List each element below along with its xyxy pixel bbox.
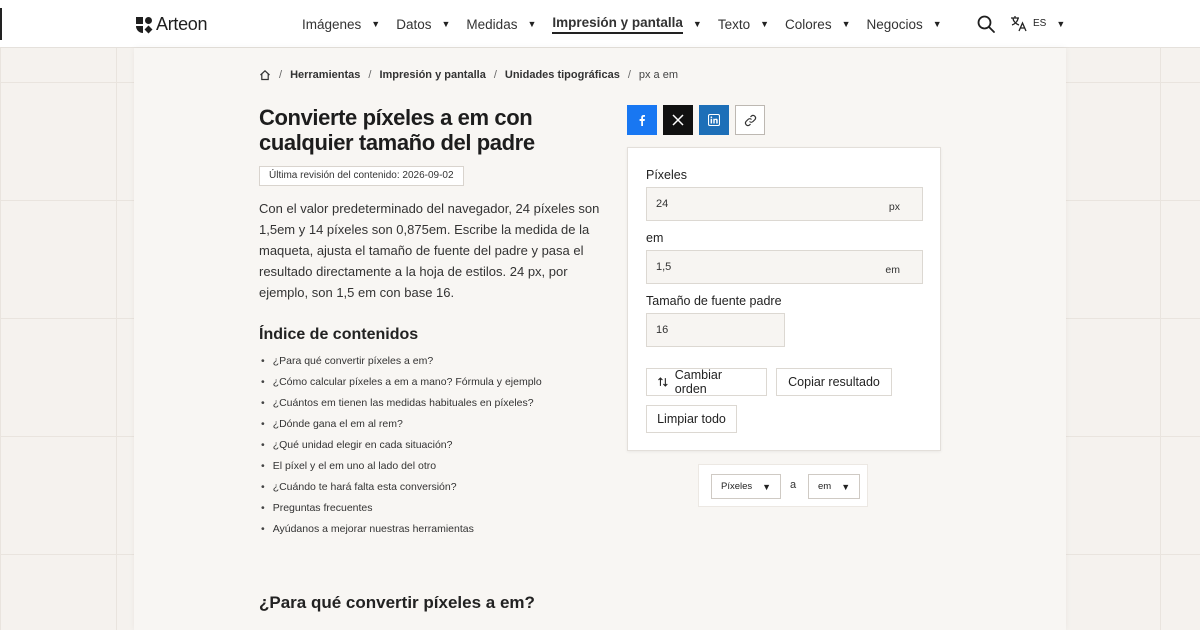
caret-down-icon: ▼: [841, 19, 851, 29]
em-value: 1,5: [656, 261, 672, 273]
nav-item-datos[interactable]: [396, 0, 450, 48]
toc-link[interactable]: • Preguntas frecuentes: [261, 498, 542, 519]
nav-label: Medidas: [466, 16, 518, 32]
nav-label: Impresión y pantalla: [552, 15, 683, 34]
breadcrumb: [259, 69, 678, 81]
caret-down-icon: ▼: [841, 481, 851, 492]
caret-down-icon: ▼: [932, 19, 942, 29]
translate-icon: [1010, 15, 1027, 32]
breadcrumb-impresion-y-pantalla[interactable]: Impresión y pantalla: [379, 69, 486, 81]
x-share-button[interactable]: [663, 105, 693, 135]
revision-badge: Última revisión del contenido: 2026-09-02: [259, 166, 464, 186]
search-icon[interactable]: [976, 14, 996, 34]
toc-link[interactable]: • ¿Cuándo te hará falta esta conversión?: [261, 477, 542, 498]
facebook-icon: [636, 114, 648, 126]
nav-item-colores[interactable]: [785, 0, 850, 48]
toc-link[interactable]: • ¿Para qué convertir píxeles a em?: [261, 351, 542, 372]
breadcrumb-unidades-tipograficas[interactable]: Unidades tipográficas: [504, 69, 620, 81]
table-of-contents: [261, 351, 542, 540]
parent-font-size-value: 16: [656, 324, 669, 336]
share-buttons: [627, 105, 765, 135]
linkedin-icon: [708, 114, 720, 126]
nav-label: Texto: [717, 16, 751, 32]
caret-down-icon: ▼: [441, 19, 451, 29]
swap-order-button[interactable]: [646, 368, 767, 396]
clear-all-label: Limpiar todo: [657, 412, 726, 426]
language-selector[interactable]: [1010, 15, 1065, 32]
brand-logo[interactable]: [136, 14, 207, 35]
page-title: Convierte píxeles a em con cualquier tamaño del padre: [259, 105, 535, 155]
x-icon: [672, 114, 684, 126]
nav-label: Negocios: [866, 16, 923, 32]
nav-item-impresion-y-pantalla[interactable]: [552, 0, 701, 48]
toc-link[interactable]: • ¿Cuántos em tienen las medidas habituales en píxeles?: [261, 393, 542, 414]
parent-font-size-label: Tamaño de fuente padre: [646, 294, 782, 308]
em-input[interactable]: [646, 250, 923, 284]
home-icon[interactable]: [259, 69, 271, 81]
toc-link[interactable]: • ¿Cómo calcular píxeles a em a mano? Fórmula y ejemplo: [261, 372, 542, 393]
pixels-unit: px: [888, 201, 900, 213]
caret-down-icon: ▼: [527, 19, 537, 29]
caret-down-icon: ▼: [1056, 18, 1066, 29]
unit-connector: a: [790, 479, 797, 491]
breadcrumb-separator: /: [368, 69, 372, 81]
swap-order-label: Cambiar orden: [674, 368, 723, 396]
pixels-label: Píxeles: [646, 168, 687, 182]
caret-down-icon: ▼: [760, 19, 770, 29]
copy-result-button[interactable]: [776, 368, 892, 396]
nav-label: Imágenes: [302, 16, 362, 32]
breadcrumb-separator: /: [279, 69, 283, 81]
breadcrumb-separator: /: [627, 69, 631, 81]
breadcrumb-current: px a em: [638, 69, 679, 81]
nav-item-texto[interactable]: [718, 0, 769, 48]
linkedin-share-button[interactable]: [699, 105, 729, 135]
copy-result-label: Copiar resultado: [788, 375, 880, 389]
caret-down-icon: ▼: [762, 481, 772, 492]
em-unit: em: [885, 264, 900, 276]
nav-label: Datos: [396, 16, 432, 32]
top-navigation-bar: [0, 0, 1200, 48]
nav-item-imagenes[interactable]: [302, 0, 380, 48]
main-nav: [302, 0, 942, 48]
pixels-value: 24: [656, 198, 669, 210]
link-icon: [744, 114, 757, 127]
intro-paragraph: Con el valor predeterminado del navegador, 24 píxeles son 1,5em y 14 píxeles son 0,875em. Escribe la medida de la maqueta, ajusta el tamaño de fuente del padre y pasa el resultado directamente a la hoja de estilos. 24 px, por ejemplo, son 1,5 em con base 16.: [259, 201, 600, 300]
nav-item-medidas[interactable]: [466, 0, 536, 48]
toc-link[interactable]: • ¿Qué unidad elegir en cada situación?: [261, 435, 542, 456]
toc-link[interactable]: • Ayúdanos a mejorar nuestras herramientas: [261, 519, 542, 540]
section-heading: ¿Para qué convertir píxeles a em?: [259, 593, 535, 612]
caret-down-icon: ▼: [371, 19, 381, 29]
toc-link[interactable]: • El píxel y el em uno al lado del otro: [261, 456, 542, 477]
from-unit-value: Píxeles: [721, 481, 753, 492]
from-unit-select[interactable]: [711, 474, 781, 499]
breadcrumb-separator: /: [493, 69, 497, 81]
copy-link-button[interactable]: [735, 105, 765, 135]
converter-panel: [627, 147, 941, 451]
toc-link[interactable]: • ¿Dónde gana el em al rem?: [261, 414, 542, 435]
unit-selector: [698, 464, 868, 507]
nav-item-negocios[interactable]: [867, 0, 942, 48]
swap-icon: [657, 376, 669, 388]
to-unit-select[interactable]: [808, 474, 860, 499]
em-label: em: [646, 231, 664, 245]
window-edge-line: [0, 8, 2, 40]
pixels-input[interactable]: [646, 187, 923, 221]
nav-label: Colores: [785, 16, 832, 32]
brand-logo-icon: [136, 17, 152, 33]
caret-down-icon: ▼: [692, 19, 702, 29]
brand-name: Arteon: [156, 14, 208, 34]
language-code: ES: [1033, 18, 1047, 29]
to-unit-value: em: [818, 481, 832, 492]
facebook-share-button[interactable]: [627, 105, 657, 135]
breadcrumb-herramientas[interactable]: Herramientas: [290, 69, 361, 81]
toc-heading: Índice de contenidos: [259, 326, 419, 343]
parent-font-size-input[interactable]: [646, 313, 785, 347]
clear-all-button[interactable]: [646, 405, 737, 433]
